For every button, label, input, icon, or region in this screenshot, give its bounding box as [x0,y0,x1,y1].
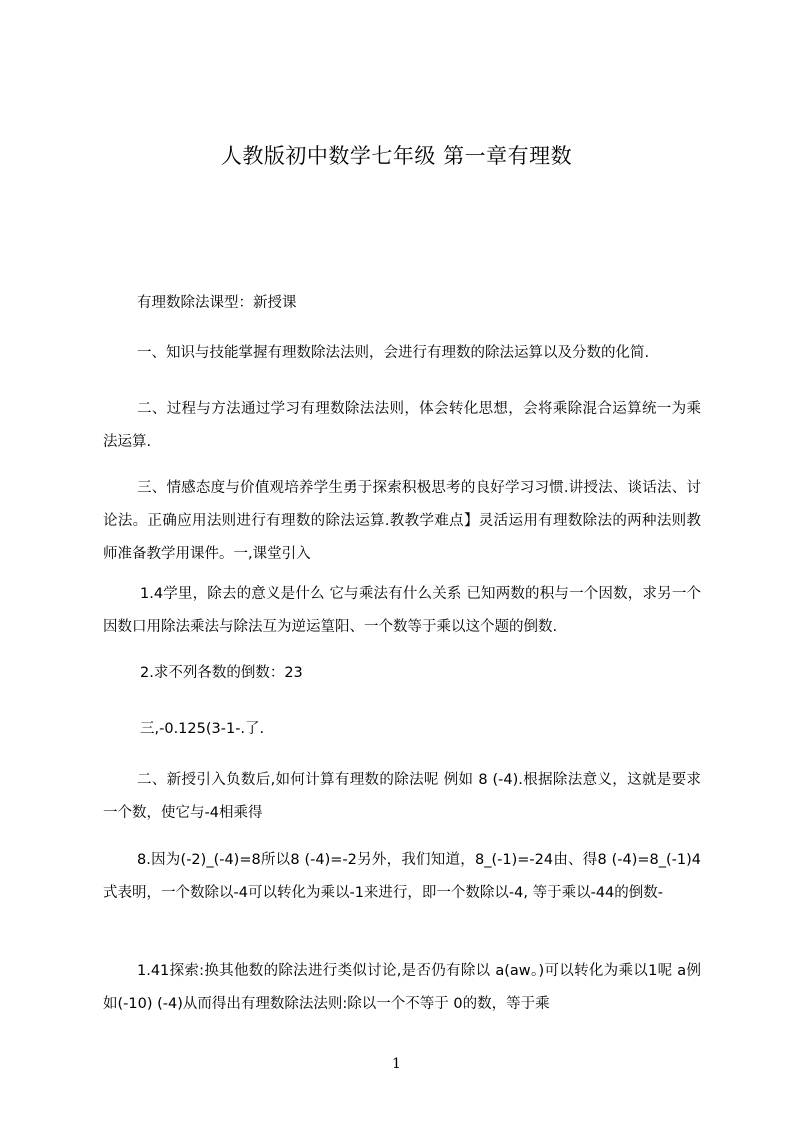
objective-attitude-paragraph: 三、情感态度与价值观培养学生勇于探索积极思考的良好学习习惯.讲授法、谈话法、讨论法。正确应用法则进行有理数的除法运算.教教学难点】灵活运用有理数除法的两种法则教师准备教学用课件。一,课堂引入 [103,480,701,562]
document-title: 人教版初中数学七年级 第一章有理数 [220,144,573,168]
reciprocal-question-paragraph: 2.求不列各数的倒数：23 [140,665,303,681]
division-explanation-paragraph: 8.因为(-2)_(-4)=8所以8 (-4)=-2另外，我们知道，8_(-1)=-24由、得8 (-4)=8_(-1)4式表明，一个数除以-4可以转化为乘以-1来进行，即一个数除以-4, 等于乘以-44的倒数- [103,852,701,901]
example-expression-paragraph: 三,-0.125(3-1-.了. [140,721,265,737]
lesson-type-paragraph: 有理数除法课型：新授课 [137,295,297,311]
review-question-paragraph: 1.4学里，除去的意义是什么 它与乘法有什么关系 已知两数的积与一个因数，求另一个因数口用除法乘法与除法互为逆运篁阳、一个数等于乘以这个题的倒数. [103,586,701,635]
objective-process-paragraph: 二、过程与方法通过学习有理数除法法则，体会转化思想，会将乘除混合运算统一为乘法运算. [103,401,701,450]
new-lesson-paragraph: 二、新授引入负数后,如何计算有理数的除法呢 例如 8 (-4).根据除法意义，这就是要求一个数，使它与-4相乘得 [103,772,701,821]
exploration-paragraph: 1.41探索:换其他数的除法进行类似讨论,是否仍有除以 a(aw。)可以转化为乘以1呢 a例如(-10) (-4)从而得出有理数除法法则:除以一个不等于 0的数，等于乘 [103,963,701,1012]
page-number: 1 [392,1056,401,1072]
objective-knowledge-paragraph: 一、知识与技能掌握有理数除法法则，会进行有理数的除法运算以及分数的化简. [137,345,650,361]
